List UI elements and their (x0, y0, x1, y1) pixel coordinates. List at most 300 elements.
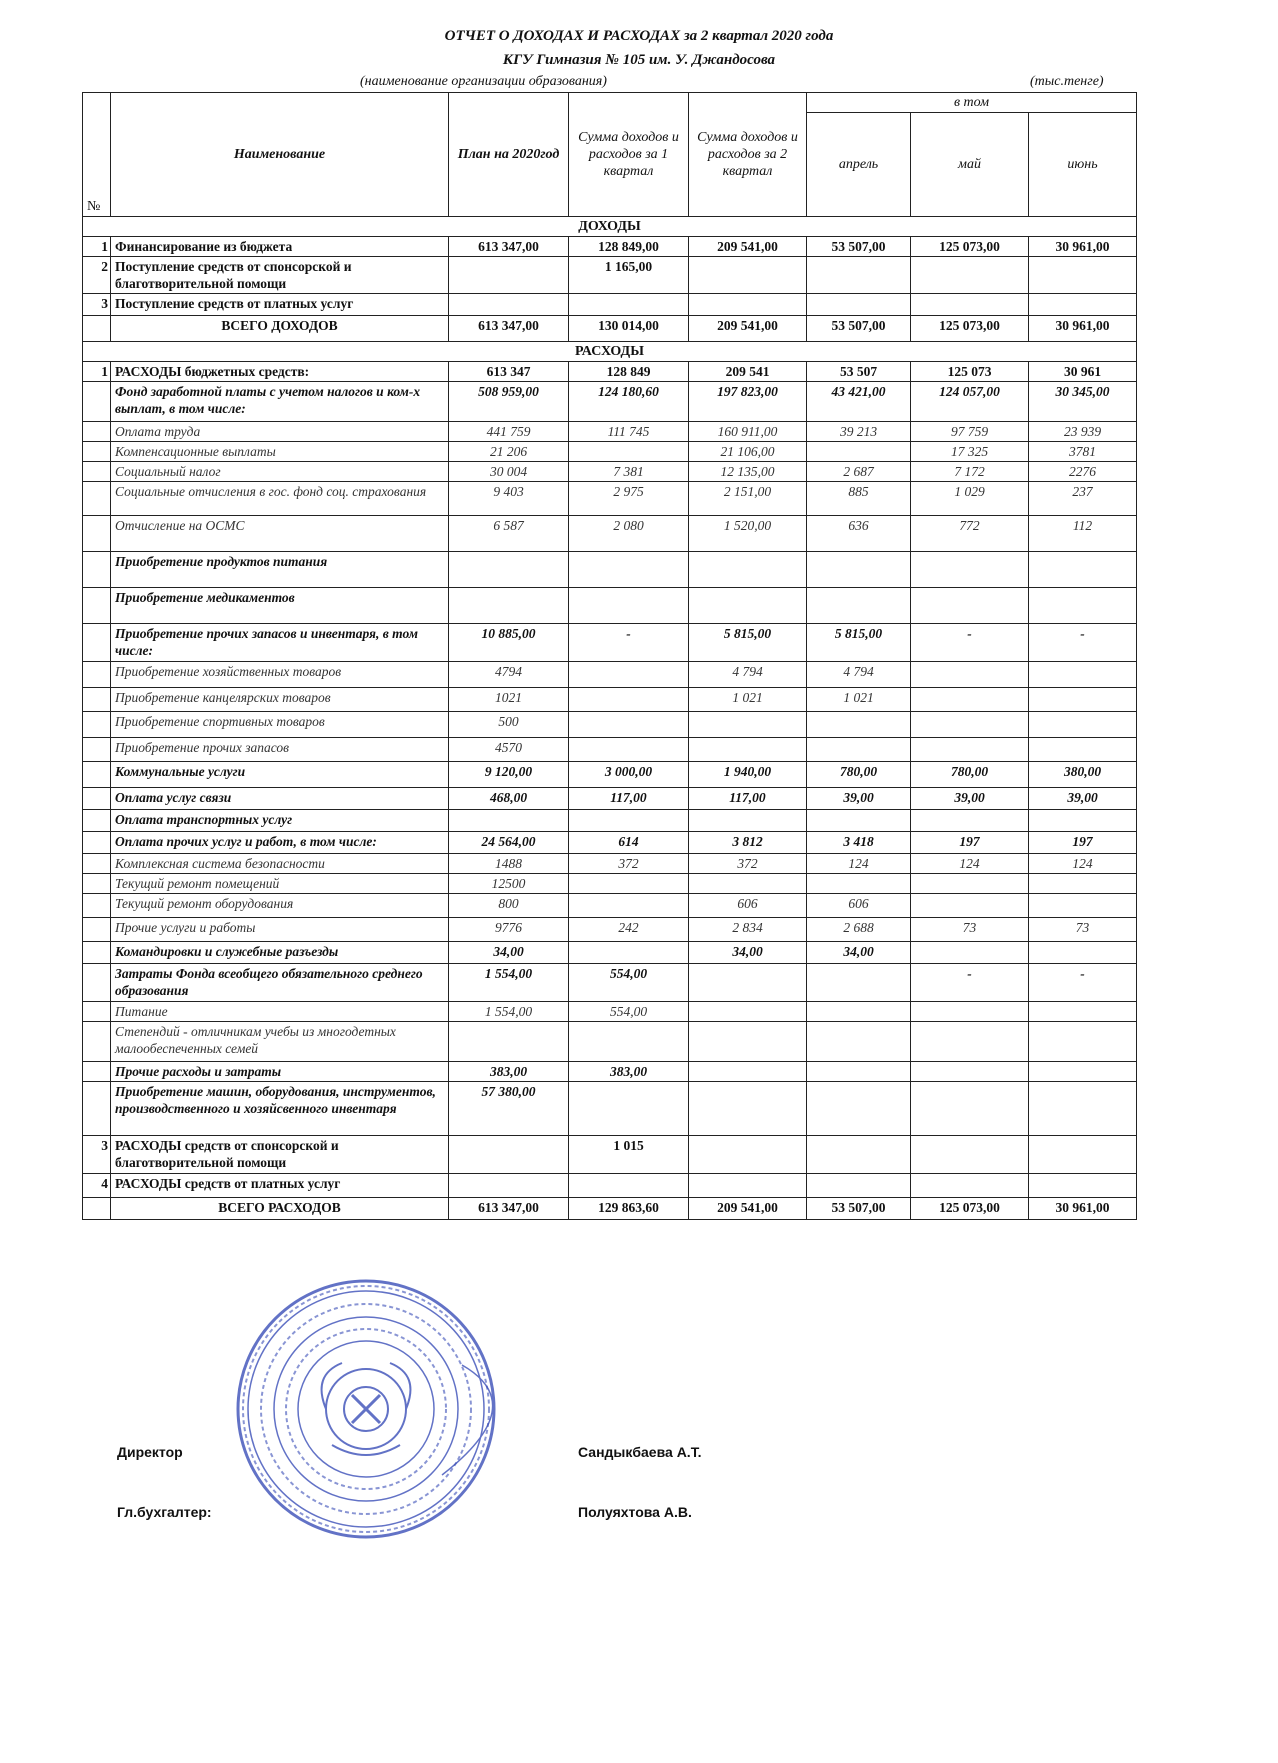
table-row (83, 442, 1137, 462)
cell-q1: 242 (569, 918, 689, 942)
cell-q2 (689, 588, 807, 624)
table-row (83, 382, 1137, 422)
cell-june (1029, 552, 1137, 588)
row-number (83, 918, 111, 942)
cell-june: 30 961,00 (1029, 316, 1137, 342)
table-row (83, 462, 1137, 482)
cell-april: 124 (807, 854, 911, 874)
cell-may (911, 1136, 1029, 1174)
accountant-label: Гл.бухгалтер: (117, 1504, 212, 1520)
cell-april (807, 1062, 911, 1082)
row-number (83, 688, 111, 712)
row-name: Приобретение медикаментов (111, 588, 449, 624)
row-number: 3 (83, 294, 111, 316)
row-name: Приобретение прочих запасов и инвентаря, в том числе: (111, 624, 449, 662)
cell-plan: 1 554,00 (449, 1002, 569, 1022)
table-row (83, 662, 1137, 688)
table-row (83, 874, 1137, 894)
cell-plan (449, 1022, 569, 1062)
table-row (83, 1082, 1137, 1136)
row-name: Коммунальные услуги (111, 762, 449, 788)
cell-may (911, 257, 1029, 294)
table-row (83, 1002, 1137, 1022)
row-number (83, 1022, 111, 1062)
cell-q2: 5 815,00 (689, 624, 807, 662)
cell-plan: 34,00 (449, 942, 569, 964)
cell-q1: 117,00 (569, 788, 689, 810)
row-name: ВСЕГО ДОХОДОВ (111, 316, 449, 342)
cell-april: 780,00 (807, 762, 911, 788)
cell-april: 43 421,00 (807, 382, 911, 422)
cell-q2 (689, 874, 807, 894)
row-number (83, 516, 111, 552)
row-name: Приобретение машин, оборудования, инструментов, производственного и хозяйсвенного инвентаря (111, 1082, 449, 1136)
cell-may (911, 294, 1029, 316)
table-row (83, 1062, 1137, 1082)
cell-june (1029, 942, 1137, 964)
table-row (83, 854, 1137, 874)
table-row (83, 942, 1137, 964)
cell-may (911, 712, 1029, 738)
cell-april: 53 507,00 (807, 1198, 911, 1220)
cell-april: 53 507,00 (807, 316, 911, 342)
cell-april: 2 688 (807, 918, 911, 942)
cell-plan (449, 552, 569, 588)
cell-may (911, 588, 1029, 624)
cell-april (807, 1002, 911, 1022)
section-expense-heading: РАСХОДЫ (83, 342, 1137, 362)
table-row (83, 762, 1137, 788)
row-name: Командировки и служебные разъезды (111, 942, 449, 964)
cell-june: 3781 (1029, 442, 1137, 462)
cell-plan: 4570 (449, 738, 569, 762)
table-row (83, 516, 1137, 552)
table-row (83, 362, 1137, 382)
cell-q2 (689, 1002, 807, 1022)
cell-may (911, 1082, 1029, 1136)
cell-june: 112 (1029, 516, 1137, 552)
cell-june: 39,00 (1029, 788, 1137, 810)
cell-q1 (569, 442, 689, 462)
header-no: № (83, 93, 111, 217)
row-name: ВСЕГО РАСХОДОВ (111, 1198, 449, 1220)
cell-plan: 468,00 (449, 788, 569, 810)
header-name: Наименование (111, 93, 449, 217)
row-number (83, 1198, 111, 1220)
cell-april (807, 294, 911, 316)
row-name: Текущий ремонт помещений (111, 874, 449, 894)
cell-q1 (569, 738, 689, 762)
cell-q1 (569, 810, 689, 832)
cell-plan: 30 004 (449, 462, 569, 482)
cell-q1: 129 863,60 (569, 1198, 689, 1220)
row-name: Прочие расходы и затраты (111, 1062, 449, 1082)
cell-may (911, 1022, 1029, 1062)
cell-q2: 606 (689, 894, 807, 918)
cell-plan: 508 959,00 (449, 382, 569, 422)
table-row (83, 624, 1137, 662)
row-number (83, 832, 111, 854)
cell-may (911, 874, 1029, 894)
cell-may (911, 1062, 1029, 1082)
cell-june (1029, 662, 1137, 688)
row-name: Приобретение продуктов питания (111, 552, 449, 588)
cell-april (807, 1082, 911, 1136)
report-title: ОТЧЕТ О ДОХОДАХ И РАСХОДАХ за 2 квартал 2020 года (444, 28, 834, 44)
cell-q1 (569, 942, 689, 964)
cell-may: 73 (911, 918, 1029, 942)
cell-q1 (569, 294, 689, 316)
cell-april (807, 257, 911, 294)
table-row (83, 294, 1137, 316)
cell-may (911, 1002, 1029, 1022)
row-number (83, 1062, 111, 1082)
cell-may (911, 942, 1029, 964)
cell-plan: 21 206 (449, 442, 569, 462)
cell-q1: 1 015 (569, 1136, 689, 1174)
cell-may: 125 073,00 (911, 237, 1029, 257)
row-number (83, 482, 111, 516)
cell-q1 (569, 1082, 689, 1136)
cell-april (807, 552, 911, 588)
cell-plan: 6 587 (449, 516, 569, 552)
row-number (83, 1002, 111, 1022)
cell-plan: 1488 (449, 854, 569, 874)
cell-plan: 800 (449, 894, 569, 918)
cell-june (1029, 1082, 1137, 1136)
cell-april: 636 (807, 516, 911, 552)
cell-april: 1 021 (807, 688, 911, 712)
unit-caption: (тыс.тенге) (1030, 74, 1104, 89)
report-table (82, 92, 1137, 1220)
row-name: Комплексная система безопасности (111, 854, 449, 874)
cell-q2: 209 541 (689, 362, 807, 382)
cell-q2 (689, 1062, 807, 1082)
cell-q2: 1 021 (689, 688, 807, 712)
row-number (83, 964, 111, 1002)
row-number: 3 (83, 1136, 111, 1174)
section-income-heading: ДОХОДЫ (83, 217, 1137, 237)
row-number (83, 738, 111, 762)
cell-q1 (569, 552, 689, 588)
cell-april (807, 712, 911, 738)
organization-name: КГУ Гимназия № 105 им. У. Джандосова (502, 52, 776, 68)
row-name: Отчисление на ОСМС (111, 516, 449, 552)
cell-april (807, 442, 911, 462)
row-name: Социальные отчисления в гос. фонд соц. страхования (111, 482, 449, 516)
cell-june (1029, 874, 1137, 894)
cell-plan: 613 347,00 (449, 237, 569, 257)
cell-may (911, 810, 1029, 832)
table-row (83, 552, 1137, 588)
cell-june (1029, 1022, 1137, 1062)
row-number: 2 (83, 257, 111, 294)
cell-q1: 554,00 (569, 964, 689, 1002)
cell-q2: 2 151,00 (689, 482, 807, 516)
cell-april (807, 874, 911, 894)
cell-q2: 372 (689, 854, 807, 874)
cell-june (1029, 1002, 1137, 1022)
cell-june (1029, 1136, 1137, 1174)
row-name: Приобретение канцелярских товаров (111, 688, 449, 712)
row-number (83, 624, 111, 662)
cell-plan: 613 347,00 (449, 316, 569, 342)
cell-q1: 614 (569, 832, 689, 854)
row-name: Текущий ремонт оборудования (111, 894, 449, 918)
cell-may: 39,00 (911, 788, 1029, 810)
cell-plan (449, 257, 569, 294)
cell-plan: 613 347 (449, 362, 569, 382)
cell-may: 17 325 (911, 442, 1029, 462)
cell-q1 (569, 1022, 689, 1062)
cell-may: 125 073,00 (911, 1198, 1029, 1220)
cell-plan: 12500 (449, 874, 569, 894)
cell-q2: 209 541,00 (689, 1198, 807, 1220)
cell-plan (449, 588, 569, 624)
cell-q1: 7 381 (569, 462, 689, 482)
row-name: Прочие услуги и работы (111, 918, 449, 942)
row-name: Социальный налог (111, 462, 449, 482)
cell-june (1029, 712, 1137, 738)
cell-june: 23 939 (1029, 422, 1137, 442)
cell-q2 (689, 294, 807, 316)
cell-may: 125 073,00 (911, 316, 1029, 342)
table-row (83, 482, 1137, 516)
row-name: Приобретение спортивных товаров (111, 712, 449, 738)
row-name: Поступление средств от платных услуг (111, 294, 449, 316)
cell-q2 (689, 257, 807, 294)
cell-plan (449, 294, 569, 316)
cell-q1: 130 014,00 (569, 316, 689, 342)
cell-june: - (1029, 624, 1137, 662)
row-number (83, 382, 111, 422)
table-row (83, 588, 1137, 624)
cell-q2 (689, 964, 807, 1002)
row-name: Финансирование из бюджета (111, 237, 449, 257)
cell-q1: 372 (569, 854, 689, 874)
cell-april: 5 815,00 (807, 624, 911, 662)
cell-q2: 1 520,00 (689, 516, 807, 552)
header-group: в том (807, 93, 1137, 113)
row-number (83, 588, 111, 624)
cell-june: 237 (1029, 482, 1137, 516)
cell-may: 780,00 (911, 762, 1029, 788)
director-label: Директор (117, 1444, 183, 1460)
cell-q1 (569, 894, 689, 918)
row-name: Степендий - отличникам учебы из многодетных малообеспеченных семей (111, 1022, 449, 1062)
cell-april: 2 687 (807, 462, 911, 482)
row-name: Оплата транспортных услуг (111, 810, 449, 832)
cell-plan: 10 885,00 (449, 624, 569, 662)
cell-q1 (569, 1174, 689, 1198)
cell-plan: 441 759 (449, 422, 569, 442)
cell-june: 73 (1029, 918, 1137, 942)
cell-q2 (689, 1136, 807, 1174)
row-name: РАСХОДЫ средств от спонсорской и благотворительной помощи (111, 1136, 449, 1174)
cell-may: 772 (911, 516, 1029, 552)
cell-q1 (569, 712, 689, 738)
cell-april (807, 1022, 911, 1062)
cell-june: 30 961,00 (1029, 1198, 1137, 1220)
cell-may: 124 (911, 854, 1029, 874)
cell-q1: 383,00 (569, 1062, 689, 1082)
cell-may: 97 759 (911, 422, 1029, 442)
cell-q2: 3 812 (689, 832, 807, 854)
row-number (83, 552, 111, 588)
cell-june (1029, 894, 1137, 918)
cell-april (807, 1136, 911, 1174)
cell-q1 (569, 662, 689, 688)
row-name: Затраты Фонда всеобщего обязательного среднего образования (111, 964, 449, 1002)
row-number (83, 762, 111, 788)
cell-april (807, 1174, 911, 1198)
cell-q1: 124 180,60 (569, 382, 689, 422)
table-row (83, 918, 1137, 942)
cell-plan: 9 120,00 (449, 762, 569, 788)
cell-april: 53 507,00 (807, 237, 911, 257)
accountant-name: Полуяхтова А.В. (578, 1504, 692, 1520)
cell-april: 4 794 (807, 662, 911, 688)
cell-june (1029, 738, 1137, 762)
row-name: Поступление средств от спонсорской и благотворительной помощи (111, 257, 449, 294)
table-row (83, 688, 1137, 712)
row-name: Питание (111, 1002, 449, 1022)
cell-q1: 128 849,00 (569, 237, 689, 257)
cell-q2 (689, 810, 807, 832)
cell-april: 39 213 (807, 422, 911, 442)
cell-plan: 9776 (449, 918, 569, 942)
cell-june: 197 (1029, 832, 1137, 854)
row-number: 1 (83, 362, 111, 382)
cell-april: 53 507 (807, 362, 911, 382)
table-row (83, 257, 1137, 294)
cell-may: 7 172 (911, 462, 1029, 482)
official-seal-stamp (232, 1275, 500, 1543)
cell-q2 (689, 738, 807, 762)
cell-may: 1 029 (911, 482, 1029, 516)
cell-may (911, 1174, 1029, 1198)
cell-may (911, 688, 1029, 712)
cell-may: 124 057,00 (911, 382, 1029, 422)
cell-april (807, 964, 911, 1002)
cell-plan: 9 403 (449, 482, 569, 516)
cell-q2: 12 135,00 (689, 462, 807, 482)
cell-q2: 197 823,00 (689, 382, 807, 422)
table-row (83, 316, 1137, 342)
row-number (83, 316, 111, 342)
row-name: РАСХОДЫ бюджетных средств: (111, 362, 449, 382)
cell-q2 (689, 1174, 807, 1198)
table-row (83, 1198, 1137, 1220)
row-number (83, 662, 111, 688)
row-number (83, 894, 111, 918)
table-row (83, 237, 1137, 257)
row-name: Приобретение хозяйственных товаров (111, 662, 449, 688)
cell-april: 606 (807, 894, 911, 918)
cell-june: 30 961 (1029, 362, 1137, 382)
cell-april (807, 588, 911, 624)
cell-plan: 500 (449, 712, 569, 738)
director-name: Сандыкбаева А.Т. (578, 1444, 702, 1460)
cell-april (807, 810, 911, 832)
cell-q2: 34,00 (689, 942, 807, 964)
row-number (83, 788, 111, 810)
cell-may: - (911, 964, 1029, 1002)
header-may: май (911, 113, 1029, 217)
cell-june: 124 (1029, 854, 1137, 874)
row-number (83, 874, 111, 894)
cell-plan: 383,00 (449, 1062, 569, 1082)
row-name: РАСХОДЫ средств от платных услуг (111, 1174, 449, 1198)
cell-may (911, 738, 1029, 762)
row-number (83, 854, 111, 874)
cell-may: 125 073 (911, 362, 1029, 382)
cell-q1: - (569, 624, 689, 662)
cell-april (807, 738, 911, 762)
cell-q1: 2 975 (569, 482, 689, 516)
table-row (83, 1022, 1137, 1062)
row-name: Приобретение прочих запасов (111, 738, 449, 762)
table-row (83, 832, 1137, 854)
cell-plan: 24 564,00 (449, 832, 569, 854)
cell-q2: 2 834 (689, 918, 807, 942)
row-name: Оплата прочих услуг и работ, в том числе: (111, 832, 449, 854)
cell-plan: 4794 (449, 662, 569, 688)
cell-june (1029, 1062, 1137, 1082)
cell-q2 (689, 1082, 807, 1136)
header-april: апрель (807, 113, 911, 217)
table-row (83, 422, 1137, 442)
cell-may (911, 894, 1029, 918)
row-name: Компенсационные выплаты (111, 442, 449, 462)
cell-q1 (569, 874, 689, 894)
cell-q1: 554,00 (569, 1002, 689, 1022)
cell-may (911, 662, 1029, 688)
row-number (83, 712, 111, 738)
table-row (83, 1136, 1137, 1174)
cell-q1: 2 080 (569, 516, 689, 552)
cell-plan (449, 1136, 569, 1174)
cell-june: 380,00 (1029, 762, 1137, 788)
cell-june (1029, 257, 1137, 294)
cell-q1: 1 165,00 (569, 257, 689, 294)
cell-april: 39,00 (807, 788, 911, 810)
cell-june (1029, 810, 1137, 832)
table-row (83, 788, 1137, 810)
cell-april: 3 418 (807, 832, 911, 854)
cell-q2 (689, 1022, 807, 1062)
cell-june (1029, 588, 1137, 624)
table-row (83, 738, 1137, 762)
row-number (83, 442, 111, 462)
table-row (83, 894, 1137, 918)
row-number (83, 942, 111, 964)
cell-may: - (911, 624, 1029, 662)
row-number: 4 (83, 1174, 111, 1198)
cell-plan: 57 380,00 (449, 1082, 569, 1136)
header-q2: Сумма доходов и расходов за 2 квартал (689, 93, 807, 217)
table-row (83, 712, 1137, 738)
row-number (83, 462, 111, 482)
cell-june (1029, 688, 1137, 712)
cell-q1: 128 849 (569, 362, 689, 382)
row-name: Фонд заработной платы с учетом налогов и ком-х выплат, в том числе: (111, 382, 449, 422)
cell-q2: 4 794 (689, 662, 807, 688)
cell-june: 2276 (1029, 462, 1137, 482)
row-number (83, 1082, 111, 1136)
cell-q2: 117,00 (689, 788, 807, 810)
cell-plan: 1021 (449, 688, 569, 712)
